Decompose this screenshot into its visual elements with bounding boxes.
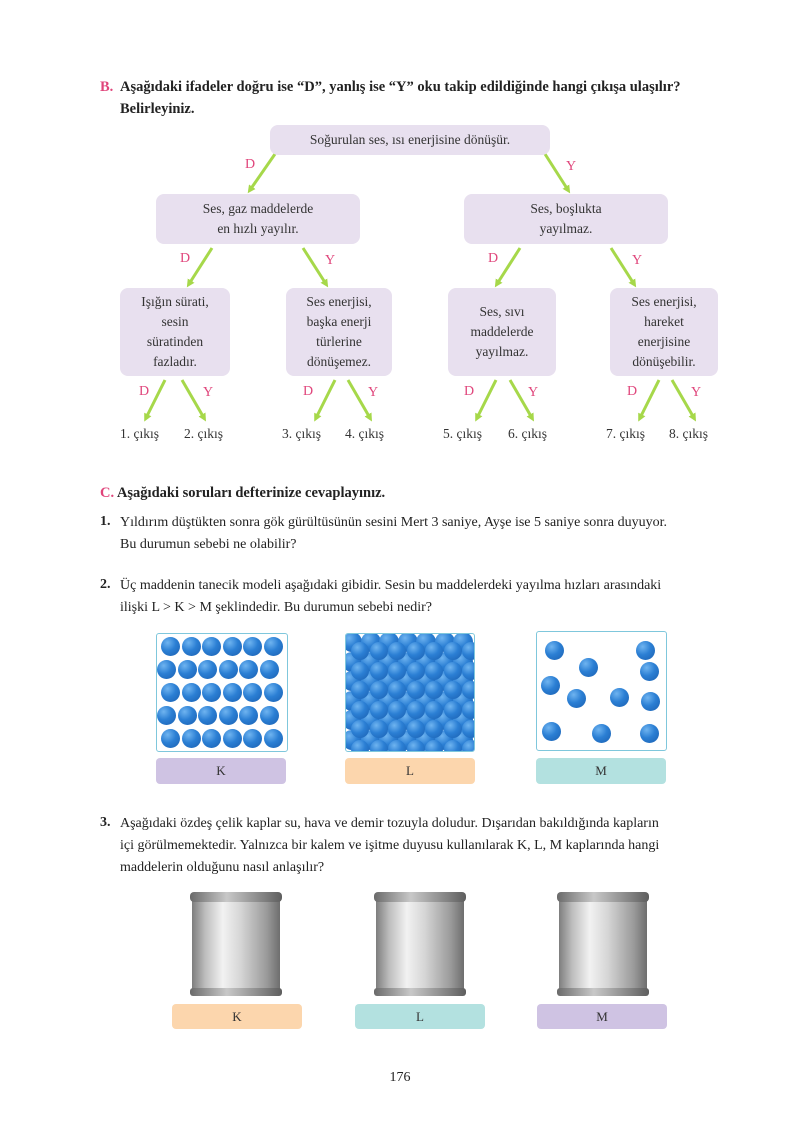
tree-leaf3-line: yayılmaz. — [475, 344, 529, 359]
particle — [157, 706, 176, 725]
arrow-leaf2-y — [348, 380, 370, 418]
section-c-letter: C. — [100, 485, 115, 501]
particle — [157, 660, 176, 679]
particle — [264, 729, 283, 748]
particle-model-m — [536, 631, 667, 751]
particle — [182, 683, 201, 702]
particle — [198, 706, 217, 725]
exit-5: 5. çıkış — [443, 426, 482, 441]
exit-1: 1. çıkış — [120, 426, 159, 441]
particle — [462, 720, 475, 738]
y-label: Y — [632, 253, 643, 268]
q3-label-l-text: L — [416, 1008, 424, 1024]
arrow-leaf2-d — [316, 380, 335, 418]
particle — [202, 683, 221, 702]
tree-leaf1-box — [120, 288, 230, 376]
arrow-left-d — [189, 248, 212, 284]
tree-leaf2-line: dönüşemez. — [306, 354, 372, 369]
tree-leaf1-line: fazladır. — [153, 354, 197, 369]
particle — [542, 722, 561, 741]
q2-label-l-text: L — [406, 763, 414, 778]
particle — [462, 662, 475, 680]
arrow-leaf1-y — [182, 380, 204, 418]
page-number — [0, 1070, 800, 1086]
q3-label-m-text: M — [596, 1008, 608, 1024]
particle — [462, 642, 475, 660]
particle — [444, 681, 462, 699]
particle — [351, 701, 369, 719]
exit-2: 2. çıkış — [184, 426, 223, 441]
steel-can-k — [186, 888, 286, 1000]
particle — [610, 688, 629, 707]
particle — [239, 706, 258, 725]
tree-leaf1-line: sesin — [161, 314, 189, 329]
particle — [407, 740, 425, 753]
q3-label-l — [355, 1004, 485, 1029]
particle — [388, 642, 406, 660]
particle — [370, 701, 388, 719]
particle — [239, 660, 258, 679]
q2-text — [120, 575, 740, 619]
particle — [178, 660, 197, 679]
tree-leaf1-line: süratinden — [146, 334, 204, 349]
exit-3: 3. çıkış — [282, 426, 321, 441]
q3-label-k-text: K — [232, 1008, 242, 1024]
particle — [444, 662, 462, 680]
particle — [223, 683, 242, 702]
particle — [243, 729, 262, 748]
tree-arrows — [0, 0, 800, 460]
tree-leaf3-line: Ses, sıvı — [479, 304, 525, 319]
particle — [198, 660, 217, 679]
particle — [182, 729, 201, 748]
tree-leaf2-box — [286, 288, 392, 376]
q1-number: 1. — [100, 514, 111, 529]
tree-root-text: Soğurulan ses, ısı enerjisine dönüşür. — [309, 132, 511, 147]
q1-line2: Bu durumun sebebi ne olabilir? — [120, 537, 297, 552]
arrow-right-d — [497, 248, 520, 284]
tree-leaf1-line: Işığın sürati, — [141, 294, 209, 309]
particle — [223, 637, 242, 656]
particle — [425, 701, 443, 719]
particle — [370, 720, 388, 738]
q2-number: 2. — [100, 577, 111, 592]
section-b-title-line2: Belirleyiniz. — [120, 101, 195, 117]
particle — [462, 701, 475, 719]
particle — [182, 637, 201, 656]
tree-leaf4-box — [610, 288, 718, 376]
exit-7: 7. çıkış — [606, 426, 645, 441]
particle — [370, 662, 388, 680]
q2-label-l — [345, 758, 475, 784]
particle — [351, 642, 369, 660]
tree-leaf3-box — [448, 288, 556, 376]
particle — [579, 658, 598, 677]
tree-left-line2: en hızlı yayılır. — [217, 221, 299, 236]
tree-left-box — [156, 194, 360, 244]
particle — [425, 662, 443, 680]
particle — [388, 662, 406, 680]
q1-line1: Yıldırım düştükten sonra gök gürültüsünün sesini Mert 3 saniye, Ayşe ise 5 saniye sonra duyuyor. — [120, 515, 667, 530]
particle — [407, 662, 425, 680]
exit-8: 8. çıkış — [669, 426, 708, 441]
q3-line3: maddelerin olduğunu nasıl anlaşılır? — [120, 860, 325, 875]
tree-leaf2-line: türlerine — [316, 334, 362, 349]
d-label: D — [139, 384, 150, 399]
particle — [444, 701, 462, 719]
particle — [219, 706, 238, 725]
particle — [444, 642, 462, 660]
particle — [202, 729, 221, 748]
tree-right-box — [464, 194, 668, 244]
particle — [640, 724, 659, 743]
tree-right-line1: Ses, boşlukta — [530, 201, 602, 216]
d-label: D — [488, 251, 499, 266]
particle — [636, 641, 655, 660]
tree-leaf4-line: dönüşebilir. — [632, 354, 696, 369]
particle — [370, 740, 388, 753]
tree-root-box — [270, 125, 550, 155]
section-b-letter: B. — [100, 79, 114, 95]
exit-4: 4. çıkış — [345, 426, 384, 441]
particle — [351, 662, 369, 680]
particle-model-l — [345, 633, 475, 752]
arrow-left-y — [303, 248, 326, 284]
arrow-root-y — [545, 154, 568, 190]
particle — [407, 681, 425, 699]
particle — [202, 637, 221, 656]
tree-leaf4-line: hareket — [644, 314, 684, 329]
particle — [161, 683, 180, 702]
particle — [407, 720, 425, 738]
particle — [161, 729, 180, 748]
d-label: D — [245, 157, 256, 172]
q3-number: 3. — [100, 815, 111, 830]
y-label: Y — [691, 385, 702, 400]
particle — [260, 660, 279, 679]
particle — [243, 637, 262, 656]
q3-label-k — [172, 1004, 302, 1029]
arrow-leaf3-d — [477, 380, 496, 418]
d-label: D — [464, 384, 475, 399]
arrow-leaf4-d — [640, 380, 659, 418]
particle — [260, 706, 279, 725]
particle — [407, 642, 425, 660]
particle-model-k — [156, 633, 288, 752]
y-label: Y — [325, 253, 336, 268]
particle — [541, 676, 560, 695]
steel-can-m — [553, 888, 653, 1000]
y-label: Y — [528, 385, 539, 400]
tree-left-line1: Ses, gaz maddelerde — [202, 201, 314, 216]
particle — [351, 720, 369, 738]
particle — [264, 637, 283, 656]
q2-line1: Üç maddenin tanecik modeli aşağıdaki gibidir. Sesin bu maddelerdeki yayılma hızları arasındaki — [120, 578, 662, 593]
particle — [243, 683, 262, 702]
particle — [462, 740, 475, 753]
particle — [370, 642, 388, 660]
arrow-right-y — [611, 248, 634, 284]
q2-line2: ilişki L > K > M şeklindedir. Bu durumun sebebi nedir? — [120, 600, 432, 615]
particle — [407, 701, 425, 719]
q1-text — [120, 512, 740, 556]
particle — [462, 681, 475, 699]
particle — [388, 681, 406, 699]
tree-right-line2: yayılmaz. — [539, 221, 593, 236]
particle — [370, 681, 388, 699]
particle — [444, 720, 462, 738]
d-label: D — [627, 384, 638, 399]
section-c-heading — [100, 482, 385, 504]
particle — [219, 660, 238, 679]
y-label: Y — [368, 385, 379, 400]
q2-label-m — [536, 758, 666, 784]
particle — [640, 662, 659, 681]
particle — [425, 720, 443, 738]
particle — [444, 740, 462, 753]
tree-leaf2-line: Ses enerjisi, — [306, 294, 372, 309]
q3-text — [120, 813, 740, 879]
particle — [178, 706, 197, 725]
d-label: D — [180, 251, 191, 266]
particle — [425, 681, 443, 699]
tree-leaf3-line: maddelerde — [470, 324, 534, 339]
particle — [388, 720, 406, 738]
particle — [592, 724, 611, 743]
particle — [567, 689, 586, 708]
q2-label-m-text: M — [595, 763, 607, 778]
section-c-title: Aşağıdaki soruları defterinize cevaplayınız. — [116, 485, 386, 501]
steel-can-l — [370, 888, 470, 1000]
tree-leaf4-line: Ses enerjisi, — [631, 294, 697, 309]
particle — [641, 692, 660, 711]
particle — [351, 681, 369, 699]
y-label: Y — [203, 385, 214, 400]
q3-label-m — [537, 1004, 667, 1029]
tree-leaf2-line: başka enerji — [306, 314, 372, 329]
d-label: D — [303, 384, 314, 399]
q2-label-k-text: K — [216, 763, 226, 778]
particle — [388, 701, 406, 719]
q2-label-k — [156, 758, 286, 784]
particle — [161, 637, 180, 656]
q3-line2: içi görülmemektedir. Yalnızca bir kalem ve işitme duyusu kullanılarak K, L, M kaplarında hangi — [120, 838, 660, 853]
y-label: Y — [566, 159, 577, 174]
particle — [545, 641, 564, 660]
particle — [264, 683, 283, 702]
exit-6: 6. çıkış — [508, 426, 547, 441]
particle — [425, 642, 443, 660]
particle — [223, 729, 242, 748]
section-b-title-line1: Aşağıdaki ifadeler doğru ise “D”, yanlış ise “Y” oku takip edildiğinde hangi çıkışa ulaşılır? — [120, 79, 681, 95]
tree-leaf4-line: enerjisine — [637, 334, 691, 349]
page-number-text: 176 — [389, 1070, 411, 1085]
q3-line1: Aşağıdaki özdeş çelik kaplar su, hava ve demir tozuyla doludur. Dışarıdan bakıldığında kapların — [120, 816, 659, 831]
